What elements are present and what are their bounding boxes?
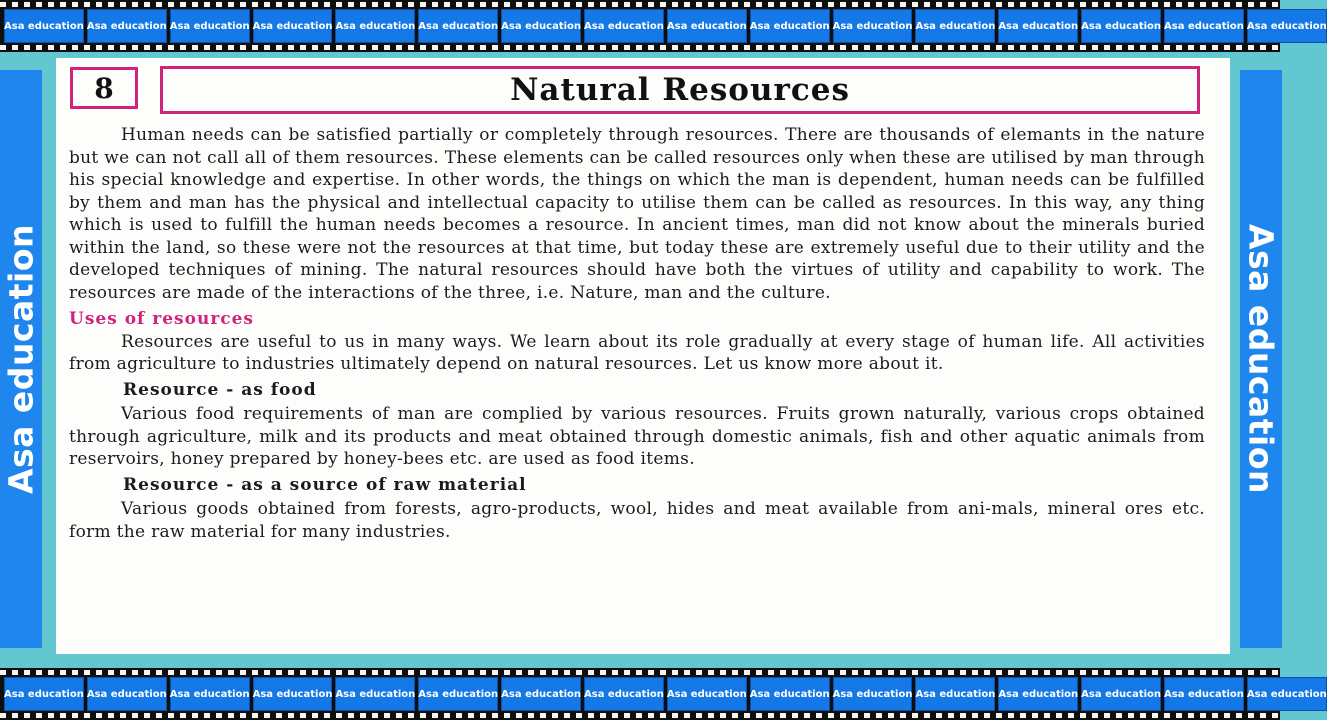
- bottom-watermark-frames: [4, 677, 1327, 711]
- food-paragraph: Various food requirements of man are complied by various resources. Fruits grown naturally, various crops obtained through agriculture, milk and its products and meat obtained through domestic animals, fish and other aquatic animals from reservoirs, honey prepared by honey-bees etc. are used as food items.: [69, 404, 1205, 469]
- resource-as-raw-material-heading: Resource - as a source of raw material: [123, 474, 527, 495]
- top-film-strip: [0, 0, 1327, 52]
- watermark-frame: Asa education: [1081, 9, 1161, 43]
- watermark-frame: Asa education: [253, 677, 333, 711]
- watermark-frame: Asa education: [4, 9, 84, 43]
- watermark-frame: Asa education: [1164, 9, 1244, 43]
- film-perforations: [0, 45, 1280, 50]
- watermark-frame: Asa education: [87, 9, 167, 43]
- left-watermark-text: Asa education: [1, 223, 41, 495]
- watermark-frame: Asa education: [915, 677, 995, 711]
- watermark-frame: Asa education: [998, 677, 1078, 711]
- right-watermark-text: Asa education: [1241, 223, 1281, 495]
- raw-material-paragraph: Various goods obtained from forests, agro-products, wool, hides and meat available from ani-mals, mineral ores etc. form the raw material for many industries.: [69, 499, 1205, 542]
- chapter-title: Natural Resources: [160, 66, 1200, 114]
- textbook-page: [56, 58, 1230, 654]
- watermark-frame: Asa education: [501, 677, 581, 711]
- watermark-frame: Asa education: [87, 677, 167, 711]
- chapter-number: 8: [70, 67, 138, 109]
- watermark-frame: Asa education: [335, 9, 415, 43]
- bottom-film-strip: [0, 668, 1327, 720]
- watermark-frame: Asa education: [335, 677, 415, 711]
- left-watermark-banner: [0, 70, 42, 648]
- watermark-frame: Asa education: [501, 9, 581, 43]
- watermark-frame: Asa education: [4, 677, 84, 711]
- watermark-frame: Asa education: [584, 677, 664, 711]
- watermark-frame: Asa education: [915, 9, 995, 43]
- watermark-frame: Asa education: [1247, 677, 1327, 711]
- intro-paragraph: Human needs can be satisfied partially or completely through resources. There are thousands of elemants in the nature but we can not call all of them resources. These elements can be called resources only when these are utilised by man through his special knowledge and expertise. In other words, the things on which the man is dependent, human needs can be fulfilled by them and man has the physical and intellectual capacity to utilise them can be called as resources. In this way, any thing which is used to fulfill the human needs becomes a resource. In ancient times, man did not know about the minerals buried within the land, so these were not the resources at that time, but today these are extremely useful due to their utility and the developed techniques of mining. The natural resources should have both the virtues of utility and capability to work. The resources are made of the interactions of the three, i.e. Nature, man and the culture.: [69, 125, 1205, 303]
- watermark-frame: Asa education: [1247, 9, 1327, 43]
- film-perforations: [0, 2, 1280, 7]
- watermark-frame: Asa education: [584, 9, 664, 43]
- resource-as-food-heading: Resource - as food: [123, 379, 317, 400]
- film-perforations: [0, 713, 1280, 718]
- watermark-frame: Asa education: [1164, 677, 1244, 711]
- watermark-frame: Asa education: [667, 677, 747, 711]
- uses-of-resources-heading: Uses of resources: [69, 309, 255, 329]
- watermark-frame: Asa education: [750, 9, 830, 43]
- watermark-frame: Asa education: [667, 9, 747, 43]
- watermark-frame: Asa education: [1081, 677, 1161, 711]
- page-body: [69, 124, 1205, 543]
- watermark-frame: Asa education: [418, 9, 498, 43]
- watermark-frame: Asa education: [170, 677, 250, 711]
- right-watermark-banner: [1240, 70, 1282, 648]
- watermark-frame: Asa education: [833, 677, 913, 711]
- watermark-frame: Asa education: [418, 677, 498, 711]
- top-watermark-frames: [4, 9, 1327, 43]
- watermark-frame: Asa education: [170, 9, 250, 43]
- uses-paragraph: Resources are useful to us in many ways. We learn about its role gradually at every stage of human life. All activities from agriculture to industries ultimately depend on natural resources. Let us know more about it.: [69, 331, 1205, 374]
- watermark-frame: Asa education: [833, 9, 913, 43]
- watermark-frame: Asa education: [253, 9, 333, 43]
- film-perforations: [0, 670, 1280, 675]
- watermark-frame: Asa education: [750, 677, 830, 711]
- watermark-frame: Asa education: [998, 9, 1078, 43]
